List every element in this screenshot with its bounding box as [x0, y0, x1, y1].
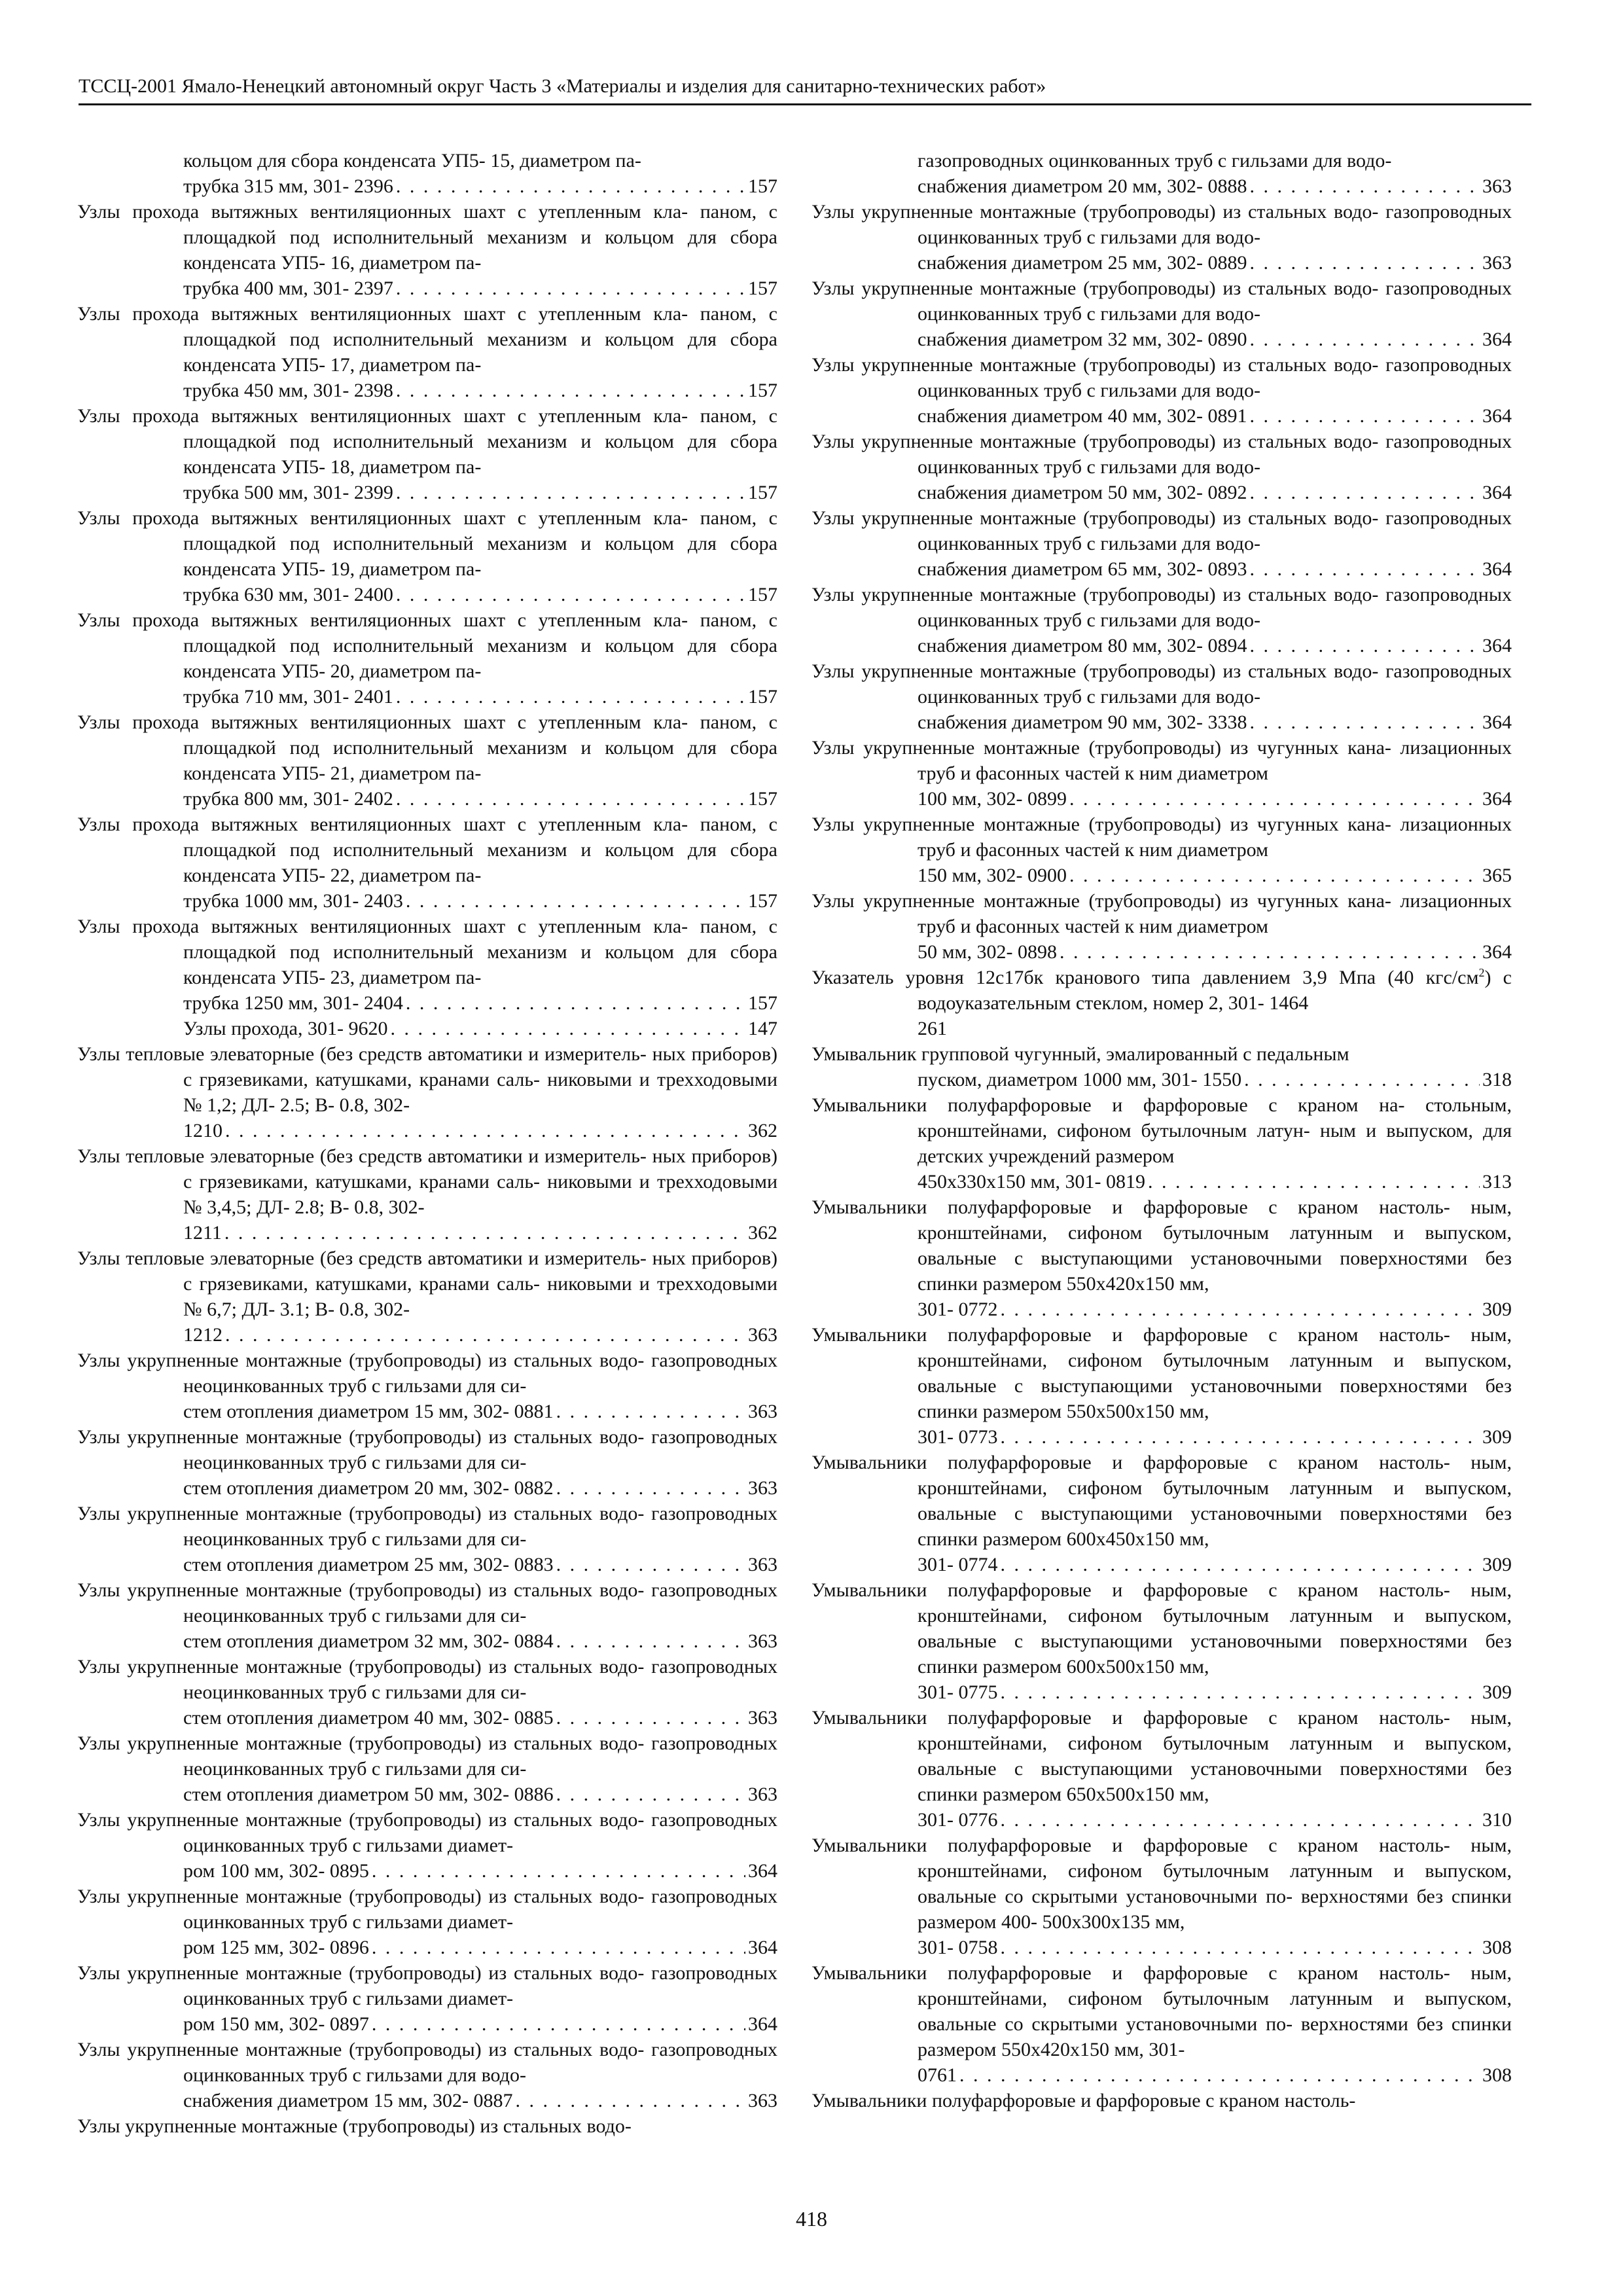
index-entry [812, 1960, 1512, 2088]
entry-page-ref: 364 [1482, 558, 1512, 580]
index-entry [812, 1322, 1512, 1450]
index-entry [77, 1807, 777, 1884]
entry-page-ref: 364 [1482, 329, 1512, 350]
index-entry [77, 1016, 777, 1041]
entry-code: пуском, диаметром 1000 мм, 301- 1550 [918, 1069, 1242, 1090]
entry-page-ref: 157 [748, 992, 777, 1014]
leader-dots [1250, 250, 1480, 276]
entry-code: трубка 315 мм, 301- 2396 [183, 175, 393, 197]
entry-reference-line [918, 863, 1512, 888]
index-entry [812, 1833, 1512, 1960]
leader-dots [516, 2088, 745, 2113]
entry-text: Умывальники полуфарфоровые и фарфоровые с краном настоль- ным, кронштейнами, сифоном бутылочным латунным и выпуском, овальные с выступающими установочными поверхностями без спинки размером 600х500х150 мм, [812, 1579, 1512, 1677]
entry-text: Узлы укрупненные монтажные (трубопроводы) из стальных водо- газопроводных оцинкованных труб с гильзами для водо- [812, 201, 1512, 248]
entry-code: трубка 630 мм, 301- 2400 [183, 584, 393, 605]
index-entry [77, 2113, 777, 2139]
index-entry [812, 199, 1512, 276]
page-number: 418 [796, 2207, 827, 2231]
entry-code: снабжения диаметром 90 мм, 302- 3338 [918, 711, 1247, 733]
entry-reference-line [183, 480, 777, 505]
entry-text: Узлы укрупненные монтажные (трубопроводы) из стальных водо- газопроводных неоцинкованных труб с гильзами для си- [77, 1503, 777, 1550]
entry-text: Узлы укрупненные монтажные (трубопроводы) из чугунных кана- лизационных труб и фасонных частей к ним диаметром [812, 890, 1512, 937]
index-entry [812, 1450, 1512, 1577]
entry-page-ref: 363 [748, 1630, 777, 1652]
entry-text-continued: ) с водоуказательным стеклом, номер 2, 301- 1464 [918, 967, 1512, 1014]
entry-code: 301- 0774 [918, 1554, 998, 1575]
entry-code: 450х330х150 мм, 301- 0819 [918, 1171, 1145, 1193]
index-column-left [77, 148, 777, 2139]
entry-page-ref: 313 [1482, 1171, 1512, 1193]
index-entry [812, 2088, 1512, 2113]
entry-page-ref: 363 [748, 1554, 777, 1575]
entry-code: 50 мм, 302- 0898 [918, 941, 1057, 963]
entry-page-ref: 363 [748, 1784, 777, 1805]
entry-reference-line [183, 276, 777, 301]
entry-page-ref: 364 [1482, 941, 1512, 963]
leader-dots [372, 1858, 745, 1884]
entry-reference-line [183, 1628, 777, 1654]
entry-code: снабжения диаметром 65 мм, 302- 0893 [918, 558, 1247, 580]
entry-code: стем отопления диаметром 50 мм, 302- 0886 [183, 1784, 554, 1805]
running-header: ТССЦ-2001 Ямало-Ненецкий автономный округ Часть 3 «Материалы и изделия для санитарно-технических работ» [79, 73, 1531, 105]
index-entry [77, 1246, 777, 1348]
index-entry [77, 812, 777, 914]
entry-reference-line [918, 1016, 1512, 1041]
entry-page-ref: 157 [748, 890, 777, 912]
entry-text: Умывальники полуфарфоровые и фарфоровые с краном настоль- ным, кронштейнами, сифоном бутылочным латунным и выпуском, овальные со скрытыми установочными по- верхностями без спинки размером 400- 500х300х135 мм, [812, 1835, 1512, 1933]
leader-dots [1001, 1935, 1480, 1960]
leader-dots [1250, 633, 1480, 658]
entry-text: Умывальник групповой чугунный, эмалированный с педальным [812, 1043, 1349, 1065]
entry-page-ref: 309 [1482, 1426, 1512, 1448]
leader-dots [396, 173, 745, 199]
entry-text: Узлы укрупненные монтажные (трубопроводы) из стальных водо- газопроводных неоцинкованных труб с гильзами для си- [77, 1579, 777, 1626]
entry-reference-line [918, 2062, 1512, 2088]
entry-code: 0761 [918, 2064, 957, 2086]
entry-page-ref: 157 [748, 788, 777, 810]
entry-page-ref: 309 [1482, 1554, 1512, 1575]
entry-reference-line [183, 173, 777, 199]
entry-reference-line [918, 327, 1512, 352]
leader-dots [372, 1935, 745, 1960]
entry-page-ref: 309 [1482, 1299, 1512, 1320]
entry-reference-line [183, 786, 777, 812]
index-entry [77, 1731, 777, 1807]
entry-reference-line [183, 1935, 777, 1960]
entry-code: стем отопления диаметром 15 мм, 302- 0881 [183, 1401, 554, 1422]
leader-dots [396, 276, 745, 301]
entry-reference-line [183, 1118, 777, 1143]
leader-dots [225, 1322, 745, 1348]
entry-text: Умывальники полуфарфоровые и фарфоровые с краном настоль- ным, кронштейнами, сифоном бутылочным латунным и выпуском, овальные с выступающими установочными поверхностями без спинки размером 550х420х150 мм, [812, 1196, 1512, 1295]
leader-dots [1001, 1679, 1480, 1705]
entry-code: 150 мм, 302- 0900 [918, 865, 1067, 886]
entry-text: Узлы прохода вытяжных вентиляционных шахт с утепленным кла- паном, с площадкой под исполнительный механизм и кольцом для сбора конденсата УП5- 22, диаметром па- [77, 814, 777, 886]
leader-dots [225, 1118, 745, 1143]
entry-reference-line [183, 2088, 777, 2113]
entry-reference-line [183, 990, 777, 1016]
entry-reference-line [183, 1552, 777, 1577]
index-entry [812, 888, 1512, 965]
entry-code: стем отопления диаметром 25 мм, 302- 0883 [183, 1554, 554, 1575]
entry-reference-line [918, 1424, 1512, 1450]
entry-text: Узлы укрупненные монтажные (трубопроводы) из чугунных кана- лизационных труб и фасонных частей к ним диаметром [812, 737, 1512, 784]
entry-text: Узлы укрупненные монтажные (трубопроводы) из стальных водо- газопроводных оцинкованных труб с гильзами диамет- [77, 1886, 777, 1933]
index-entry [77, 1654, 777, 1731]
entry-reference-line [918, 633, 1512, 658]
leader-dots [390, 1016, 745, 1041]
entry-text: Умывальники полуфарфоровые и фарфоровые с краном настоль- [812, 2090, 1356, 2111]
index-entry [77, 301, 777, 403]
index-entry [77, 148, 777, 199]
entry-code: трубка 800 мм, 301- 2402 [183, 788, 393, 810]
index-entry [812, 352, 1512, 429]
entry-text: Узлы укрупненные монтажные (трубопроводы) из стальных водо- газопроводных оцинкованных труб с гильзами для водо- [77, 2039, 777, 2086]
entry-reference-line [183, 2011, 777, 2037]
entry-page-ref: 157 [748, 584, 777, 605]
entry-text: Узлы укрупненные монтажные (трубопроводы) из стальных водо- [77, 2115, 632, 2137]
entry-code: трубка 500 мм, 301- 2399 [183, 482, 393, 503]
leader-dots [372, 2011, 745, 2037]
index-entry [77, 607, 777, 709]
entry-reference-line [183, 1475, 777, 1501]
entry-text: Узлы укрупненные монтажные (трубопроводы) из стальных водо- газопроводных оцинкованных труб с гильзами для водо- [812, 507, 1512, 554]
entry-text: Узлы укрупненные монтажные (трубопроводы) из стальных водо- газопроводных оцинкованных труб с гильзами диамет- [77, 1962, 777, 2009]
index-entry [812, 276, 1512, 352]
leader-dots [396, 684, 745, 709]
entry-code: трубка 710 мм, 301- 2401 [183, 686, 393, 708]
index-entry [812, 148, 1512, 199]
entry-reference-line [918, 1807, 1512, 1833]
entry-code: ром 100 мм, 302- 0895 [183, 1860, 369, 1882]
leader-dots [224, 1220, 745, 1246]
entry-page-ref: 364 [748, 1860, 777, 1882]
entry-page-ref: 363 [1482, 175, 1512, 197]
entry-text: Узлы прохода вытяжных вентиляционных шахт с утепленным кла- паном, с площадкой под исполнительный механизм и кольцом для сбора конденсата УП5- 18, диаметром па- [77, 405, 777, 478]
index-entry [812, 812, 1512, 888]
entry-code: стем отопления диаметром 20 мм, 302- 0882 [183, 1477, 554, 1499]
index-entry [77, 1348, 777, 1424]
entry-reference-line [183, 684, 777, 709]
entry-reference-line [183, 378, 777, 403]
leader-dots [1250, 173, 1480, 199]
entry-code: снабжения диаметром 32 мм, 302- 0890 [918, 329, 1247, 350]
leader-dots [556, 1475, 745, 1501]
entry-text: Узлы укрупненные монтажные (трубопроводы) из стальных водо- газопроводных оцинкованных труб с гильзами для водо- [812, 354, 1512, 401]
entry-code: 301- 0775 [918, 1681, 998, 1703]
index-entry [77, 1143, 777, 1246]
entry-reference-line [918, 250, 1512, 276]
leader-dots [1001, 1552, 1480, 1577]
leader-dots [1001, 1424, 1480, 1450]
leader-dots [396, 582, 745, 607]
entry-text: газопроводных оцинкованных труб с гильзами для водо- [918, 150, 1392, 171]
entry-page-ref: 363 [748, 1324, 777, 1346]
entry-page-ref: 364 [1482, 635, 1512, 656]
entry-page-ref: 157 [748, 278, 777, 299]
leader-dots [406, 990, 745, 1016]
leader-dots [1250, 403, 1480, 429]
entry-text: Узлы тепловые элеваторные (без средств автоматики и измеритель- ных приборов) с грязевиками, катушками, кранами саль- никовыми и трехходовыми № 3,4,5; ДЛ- 2.8; В- 0.8, 302- [77, 1145, 777, 1218]
entry-text: Узлы прохода вытяжных вентиляционных шахт с утепленным кла- паном, с площадкой под исполнительный механизм и кольцом для сбора конденсата УП5- 19, диаметром па- [77, 507, 777, 580]
entry-reference-line [918, 1935, 1512, 1960]
entry-text: Узлы укрупненные монтажные (трубопроводы) из стальных водо- газопроводных оцинкованных труб с гильзами диамет- [77, 1809, 777, 1856]
index-entry [77, 2037, 777, 2113]
entry-reference-line [918, 1297, 1512, 1322]
entry-code: снабжения диаметром 15 мм, 302- 0887 [183, 2090, 513, 2111]
entry-text: Узлы тепловые элеваторные (без средств автоматики и измеритель- ных приборов) с грязевиками, катушками, кранами саль- никовыми и трехходовыми № 1,2; ДЛ- 2.5; В- 0.8, 302- [77, 1043, 777, 1116]
leader-dots [1060, 939, 1480, 965]
leader-dots [406, 888, 745, 914]
entry-code: снабжения диаметром 40 мм, 302- 0891 [918, 405, 1247, 427]
entry-text: Узлы укрупненные монтажные (трубопроводы) из стальных водо- газопроводных оцинкованных труб с гильзами для водо- [812, 660, 1512, 708]
entry-text: Узлы укрупненные монтажные (трубопроводы) из стальных водо- газопроводных оцинкованных труб с гильзами для водо- [812, 278, 1512, 325]
index-entry [812, 429, 1512, 505]
entry-reference-line [918, 1067, 1512, 1092]
entry-text: Умывальники полуфарфоровые и фарфоровые с краном настоль- ным, кронштейнами, сифоном бутылочным латунным и выпуском, овальные с выступающими установочными поверхностями без спинки размером 600х450х150 мм, [812, 1452, 1512, 1550]
entry-text: Узлы укрупненные монтажные (трубопроводы) из стальных водо- газопроводных неоцинкованных труб с гильзами для си- [77, 1732, 777, 1780]
entry-code: 1212 [183, 1324, 223, 1346]
entry-page-ref: 365 [1482, 865, 1512, 886]
leader-dots [396, 378, 745, 403]
entry-code: стем отопления диаметром 40 мм, 302- 0885 [183, 1707, 554, 1729]
leader-dots [1001, 1297, 1480, 1322]
entry-code: 301- 0772 [918, 1299, 998, 1320]
entry-page-ref: 362 [748, 1222, 777, 1244]
entry-code: 1210 [183, 1120, 223, 1141]
entry-code: снабжения диаметром 80 мм, 302- 0894 [918, 635, 1247, 656]
entry-text: Узлы прохода вытяжных вентиляционных шахт с утепленным кла- паном, с площадкой под исполнительный механизм и кольцом для сбора конденсата УП5- 16, диаметром па- [77, 201, 777, 274]
entry-code: трубка 400 мм, 301- 2397 [183, 278, 393, 299]
entry-text: Узлы укрупненные монтажные (трубопроводы) из стальных водо- газопроводных неоцинкованных труб с гильзами для си- [77, 1350, 777, 1397]
entry-reference-line [918, 1552, 1512, 1577]
index-entry [812, 658, 1512, 735]
index-entry [77, 1577, 777, 1654]
index-entry [77, 914, 777, 1016]
entry-reference-line [918, 786, 1512, 812]
entry-text: Узлы прохода вытяжных вентиляционных шахт с утепленным кла- паном, с площадкой под исполнительный механизм и кольцом для сбора конденсата УП5- 21, диаметром па- [77, 711, 777, 784]
entry-text: Умывальники полуфарфоровые и фарфоровые с краном на- стольным, кронштейнами, сифоном бутылочным латун- ным и выпуском, для детских учреждений размером [812, 1094, 1512, 1167]
leader-dots [1250, 327, 1480, 352]
index-entry [77, 1884, 777, 1960]
index-entry [812, 1577, 1512, 1705]
entry-page-ref: 157 [748, 686, 777, 708]
entry-code: Узлы прохода, 301- 9620 [183, 1018, 388, 1039]
entry-page-ref: 364 [1482, 405, 1512, 427]
index-entry [812, 965, 1512, 1041]
entry-text: Узлы укрупненные монтажные (трубопроводы) из стальных водо- газопроводных неоцинкованных труб с гильзами для си- [77, 1426, 777, 1473]
entry-text: Умывальники полуфарфоровые и фарфоровые с краном настоль- ным, кронштейнами, сифоном бутылочным латунным и выпуском, овальные со скрытыми установочными по- верхностями без спинки размером 550х420х150 мм, 301- [812, 1962, 1512, 2060]
entry-page-ref: 157 [748, 482, 777, 503]
leader-dots [1069, 863, 1480, 888]
entry-page-ref: 363 [748, 2090, 777, 2111]
entry-code: ром 125 мм, 302- 0896 [183, 1937, 369, 1958]
entry-reference-line [183, 1858, 777, 1884]
index-entry [77, 505, 777, 607]
entry-reference-line [918, 403, 1512, 429]
entry-reference-line [918, 939, 1512, 965]
index-entry [77, 1424, 777, 1501]
entry-text: Узлы укрупненные монтажные (трубопроводы) из чугунных кана- лизационных труб и фасонных частей к ним диаметром [812, 814, 1512, 861]
entry-code: 301- 0758 [918, 1937, 998, 1958]
entry-page-ref: 318 [1482, 1069, 1512, 1090]
index-entry [812, 505, 1512, 582]
entry-text: Умывальники полуфарфоровые и фарфоровые с краном настоль- ным, кронштейнами, сифоном бутылочным латунным и выпуском, овальные с выступающими установочными поверхностями без спинки размером 650х500х150 мм, [812, 1707, 1512, 1805]
entry-reference-line [918, 709, 1512, 735]
entry-page-ref: 308 [1482, 2064, 1512, 2086]
entry-reference-line [918, 1169, 1512, 1194]
entry-page-ref: 364 [748, 2013, 777, 2035]
entry-page-ref: 362 [748, 1120, 777, 1141]
leader-dots [1069, 786, 1480, 812]
leader-dots [556, 1552, 745, 1577]
index-entry [812, 1194, 1512, 1322]
index-entry [812, 1041, 1512, 1092]
entry-text: Указатель уровня 12с17бк кранового типа давлением 3,9 Мпа (40 кгс/см [812, 967, 1479, 988]
leader-dots [556, 1399, 745, 1424]
entry-text: Узлы прохода вытяжных вентиляционных шахт с утепленным кла- паном, с площадкой под исполнительный механизм и кольцом для сбора конденсата УП5- 20, диаметром па- [77, 609, 777, 682]
leader-dots [556, 1705, 745, 1731]
index-entry [77, 199, 777, 301]
entry-reference-line [183, 1220, 777, 1246]
entry-code: снабжения диаметром 25 мм, 302- 0889 [918, 252, 1247, 274]
entry-reference-line [918, 480, 1512, 505]
leader-dots [959, 2062, 1480, 2088]
entry-reference-line [183, 1782, 777, 1807]
entry-code: 301- 0773 [918, 1426, 998, 1448]
entry-page-ref: 363 [748, 1401, 777, 1422]
leader-dots [396, 786, 745, 812]
leader-dots [1250, 556, 1480, 582]
entry-code: стем отопления диаметром 32 мм, 302- 0884 [183, 1630, 554, 1652]
entry-page-ref: 363 [1482, 252, 1512, 274]
entry-page-ref: 364 [748, 1937, 777, 1958]
leader-dots [556, 1782, 745, 1807]
entry-page-ref: 308 [1482, 1937, 1512, 1958]
entry-text: Узлы тепловые элеваторные (без средств автоматики и измеритель- ных приборов) с грязевиками, катушками, кранами саль- никовыми и трехходовыми № 6,7; ДЛ- 3.1; В- 0.8, 302- [77, 1247, 777, 1320]
entry-code: 301- 0776 [918, 1809, 998, 1831]
entry-reference-line [183, 1399, 777, 1424]
entry-code: 1211 [183, 1222, 222, 1244]
entry-reference-line [183, 888, 777, 914]
index-column-right [812, 148, 1512, 2113]
entry-code: ром 150 мм, 302- 0897 [183, 2013, 369, 2035]
entry-page-ref: 147 [748, 1018, 777, 1039]
entry-code: трубка 1000 мм, 301- 2403 [183, 890, 403, 912]
index-entry [77, 709, 777, 812]
leader-dots [1250, 480, 1480, 505]
entry-reference-line [183, 1322, 777, 1348]
entry-page-ref: 309 [1482, 1681, 1512, 1703]
leader-dots [556, 1628, 745, 1654]
index-entry [77, 1041, 777, 1143]
entry-page-ref: 364 [1482, 711, 1512, 733]
entry-page-ref: 157 [748, 175, 777, 197]
entry-code: снабжения диаметром 50 мм, 302- 0892 [918, 482, 1247, 503]
entry-text: Узлы укрупненные монтажные (трубопроводы) из стальных водо- газопроводных неоцинкованных труб с гильзами для си- [77, 1656, 777, 1703]
entry-page-ref: 364 [1482, 482, 1512, 503]
entry-code: 261 [918, 1018, 947, 1039]
entry-text: Узлы прохода вытяжных вентиляционных шахт с утепленным кла- паном, с площадкой под исполнительный механизм и кольцом для сбора конденсата УП5- 17, диаметром па- [77, 303, 777, 376]
entry-reference-line [183, 582, 777, 607]
entry-code: 100 мм, 302- 0899 [918, 788, 1067, 810]
leader-dots [396, 480, 745, 505]
leader-dots [1148, 1169, 1480, 1194]
entry-code: трубка 450 мм, 301- 2398 [183, 380, 393, 401]
entry-reference-line [918, 556, 1512, 582]
entry-page-ref: 364 [1482, 788, 1512, 810]
entry-text: кольцом для сбора конденсата УП5- 15, диаметром па- [183, 150, 641, 171]
entry-reference-line [918, 173, 1512, 199]
index-entry [812, 582, 1512, 658]
index-entry [812, 735, 1512, 812]
superscript: 2 [1478, 966, 1485, 979]
entry-page-ref: 363 [748, 1477, 777, 1499]
index-entry [812, 1092, 1512, 1194]
entry-reference-line [183, 1016, 777, 1041]
entry-text: Умывальники полуфарфоровые и фарфоровые с краном настоль- ным, кронштейнами, сифоном бутылочным латунным и выпуском, овальные с выступающими установочными поверхностями без спинки размером 550х500х150 мм, [812, 1324, 1512, 1422]
entry-text: Узлы укрупненные монтажные (трубопроводы) из стальных водо- газопроводных оцинкованных труб с гильзами для водо- [812, 584, 1512, 631]
entry-text: Узлы укрупненные монтажные (трубопроводы) из стальных водо- газопроводных оцинкованных труб с гильзами для водо- [812, 431, 1512, 478]
entry-text: Узлы прохода вытяжных вентиляционных шахт с утепленным кла- паном, с площадкой под исполнительный механизм и кольцом для сбора конденсата УП5- 23, диаметром па- [77, 916, 777, 988]
index-entry [77, 1501, 777, 1577]
entry-code: снабжения диаметром 20 мм, 302- 0888 [918, 175, 1247, 197]
entry-page-ref: 363 [748, 1707, 777, 1729]
leader-dots [1244, 1067, 1480, 1092]
index-entry [77, 1960, 777, 2037]
index-entry [812, 1705, 1512, 1833]
leader-dots [1001, 1807, 1480, 1833]
leader-dots [1250, 709, 1480, 735]
entry-code: трубка 1250 мм, 301- 2404 [183, 992, 403, 1014]
entry-page-ref: 310 [1482, 1809, 1512, 1831]
entry-reference-line [918, 1679, 1512, 1705]
index-entry [77, 403, 777, 505]
entry-page-ref: 157 [748, 380, 777, 401]
entry-reference-line [183, 1705, 777, 1731]
